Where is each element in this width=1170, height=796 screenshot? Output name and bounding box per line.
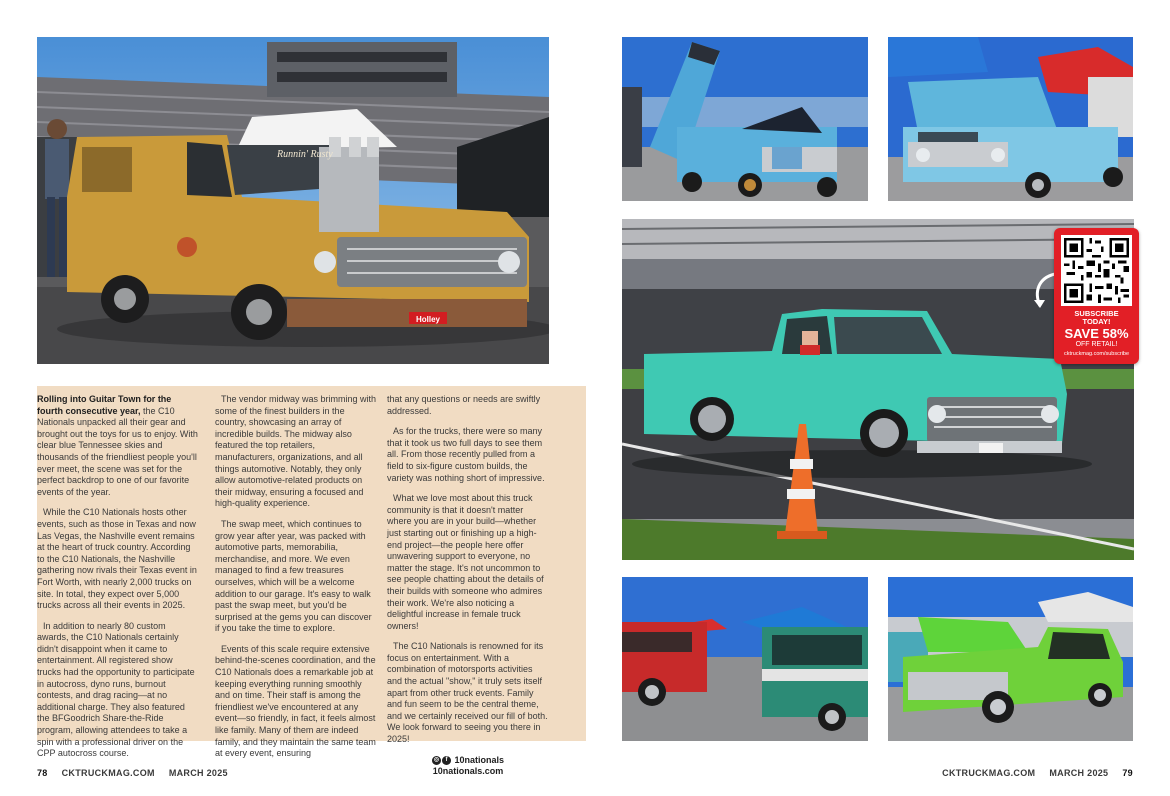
photo-light-blue-hood-up <box>888 37 1133 201</box>
qr-code-icon[interactable] <box>1061 235 1132 306</box>
website-link[interactable]: 10nationals.com <box>432 765 504 776</box>
subscribe-promo-card[interactable] <box>1054 228 1139 364</box>
folio-site-right: CKTRUCKMAG.COM <box>942 768 1036 778</box>
promo-off-retail: OFF RETAIL! <box>1075 341 1118 348</box>
lead-paragraph-text: the C10 Nationals unpacked all their gear and brought out the toys for us to enjoy. With clear blue Tennessee skies and thousands of the friendliest people you'll ever meet, the scene was set for the perfect backdrop to one of our favorite events of the year. <box>37 405 198 497</box>
photo-lime-green-c10 <box>888 577 1133 741</box>
folio-date-right: MARCH 2025 <box>1049 768 1109 778</box>
folio-left <box>37 768 242 778</box>
paragraph: What we love most about this truck community is that it doesn't matter where you are in your build—whether just starting out or finishing up a high-end project—the people here offer unwavering support to everyone, no matter the stage. It's not uncommon to see people chatting about the details of their builds with someone who admires their work. We're also noticing a delightful increase in female truck owners! <box>387 493 544 631</box>
photo-blue-tilt-bed <box>622 37 868 201</box>
promo-url[interactable]: cktruckmag.com/subscribe <box>1063 351 1130 357</box>
facebook-icon[interactable]: f <box>442 756 451 765</box>
folio-right <box>942 768 1133 778</box>
article-column-3 <box>387 394 549 777</box>
photo-red-teal-trucks <box>622 577 868 741</box>
social-handle[interactable]: 10nationals <box>454 754 505 765</box>
folio-site-left: CKTRUCKMAG.COM <box>61 768 155 778</box>
promo-subscribe: SUBSCRIBE <box>1074 309 1119 318</box>
paragraph: The C10 Nationals is renowned for its focus on entertainment. With a combination of motorsports activities and the actual "show," it truly sets itself apart from other truck events. Family and fun seem to be the central theme, and we certainly received our fill of both. We look forward to seeing you there in 2025! <box>387 641 548 745</box>
article-column-2 <box>215 394 377 769</box>
paragraph: While the C10 Nationals hosts other events, such as those in Texas and now Las Vegas, the Nashville event remains at the heart of truck country. According to the C10 Nationals, the Nashville gathering now rivals their Texas event in Fort Worth, with nearly 2,000 trucks on site. In total, they expect over 5,000 trucks across all their events in 2025. <box>37 507 197 611</box>
folio-date-left: MARCH 2025 <box>168 768 228 778</box>
paragraph: Events of this scale require extensive behind-the-scenes coordination, and the C10 Nationals does a remarkable job at keeping everything running smoothly and on time. Their staff is among the friendliest we've encountered at any event—so friendly, in fact, it feels almost like family. Many of them are indeed family, and they maintain the same team at every event, ensuring <box>215 643 376 759</box>
instagram-icon[interactable]: ◎ <box>433 756 440 763</box>
paragraph: The vendor midway was brimming with some of the finest builders in the country, showcasing an array of incredible builds. The midway also featured the top retailers, manufacturers, organizations, and all things automotive. Notably, they only allow automotive-related products on their midway, ensuring a focused and high-quality experience. <box>215 394 377 509</box>
photo-gold-c10-blower <box>37 37 549 364</box>
promo-discount: SAVE 58% <box>1064 326 1129 341</box>
page-number-right: 79 <box>1122 768 1133 778</box>
windshield-banner-text: Runnin' Rusty <box>277 149 333 160</box>
page-number-left: 78 <box>37 768 48 778</box>
paragraph: In addition to nearly 80 custom awards, the C10 Nationals certainly didn't disappoint when it came to entertainment. All registered show trucks had the opportunity to participate in autocross, dyno runs, burnout contests, and drag racing—at no additional charge. They also featured the BFGoodrich Share-the-Ride program, allowing attendees to take a spin with a professional driver on the CPP autocross course. <box>37 620 195 759</box>
lead-in-bold: Rolling into Guitar Town for the fourth consecutive year, <box>37 394 172 416</box>
promo-today: TODAY! <box>1082 317 1111 326</box>
paragraph: As for the trucks, there were so many that it took us two full days to see them all. From those recently pulled from a field to six-figure custom builds, the variety was nothing short of impressive. <box>387 426 545 483</box>
paragraph: The swap meet, which continues to grow year after year, was packed with automotive parts, memorabilia, merchandise, and more. We even managed to find a few treasures ourselves, which will be a welcome addition to our garage. It's easy to walk past the swap meet, but you'd be surprised at the gems you can discover if you take the time to explore. <box>215 518 372 634</box>
article-column-1 <box>37 394 199 769</box>
license-plate-text: Holley <box>415 315 441 324</box>
paragraph <box>37 394 199 498</box>
paragraph: that any questions or needs are swiftly addressed. <box>387 394 541 416</box>
social-signoff <box>387 755 549 777</box>
